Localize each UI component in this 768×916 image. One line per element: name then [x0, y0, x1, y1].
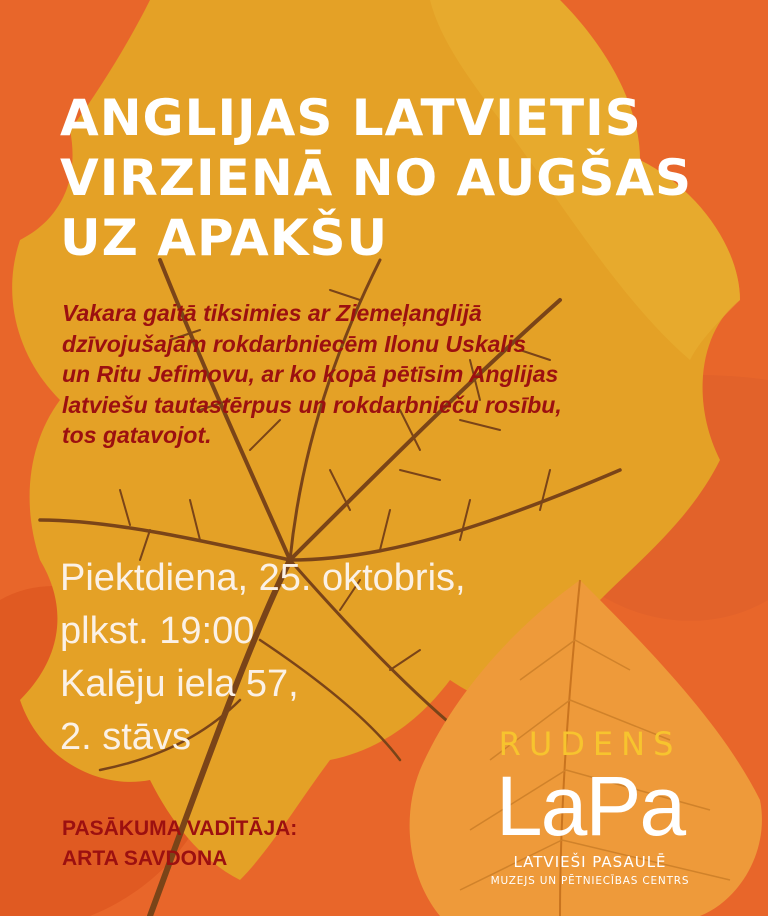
title-line: VIRZIENĀ NO AUGŠAS	[60, 149, 693, 207]
logo-lapa-text: LaPa	[495, 759, 685, 853]
event-title	[60, 88, 760, 268]
event-floor: 2. stāvs	[60, 716, 191, 758]
event-date: Piektdiena, 25. oktobris,	[60, 557, 466, 599]
host-info	[62, 814, 297, 874]
event-address: Kalēju iela 57,	[60, 663, 299, 705]
description-line: un Ritu Jefimovu, ar ko kopā pētīsim Anglijas	[62, 361, 559, 387]
host-name: ARTA SAVDONA	[62, 847, 228, 870]
description-line: dzīvojušajām rokdarbniecēm Ilonu Uskalis	[62, 330, 526, 357]
event-description	[62, 298, 722, 451]
title-line: ANGLIJAS LATVIETIS	[60, 89, 642, 147]
logo-org-subtitle: MUZEJS UN PĒTNIECĪBAS CENTRS	[490, 875, 690, 887]
event-time: plkst. 19:00	[60, 610, 255, 652]
title-line: UZ APAKŠU	[60, 209, 389, 267]
description-line: tos gatavojot.	[62, 422, 212, 448]
description-line: Vakara gaitā tiksimies ar Ziemeļanglijā	[62, 300, 482, 326]
description-line: latviešu tautastērpus un rokdarbnieču rosību,	[62, 391, 562, 418]
event-date-location	[60, 552, 466, 764]
host-label: PASĀKUMA VADĪTĀJA:	[62, 817, 298, 840]
logo-org-name: LATVIEŠI PASAULĒ	[513, 853, 667, 871]
logo-rudens-text: RUDENS	[498, 725, 682, 763]
